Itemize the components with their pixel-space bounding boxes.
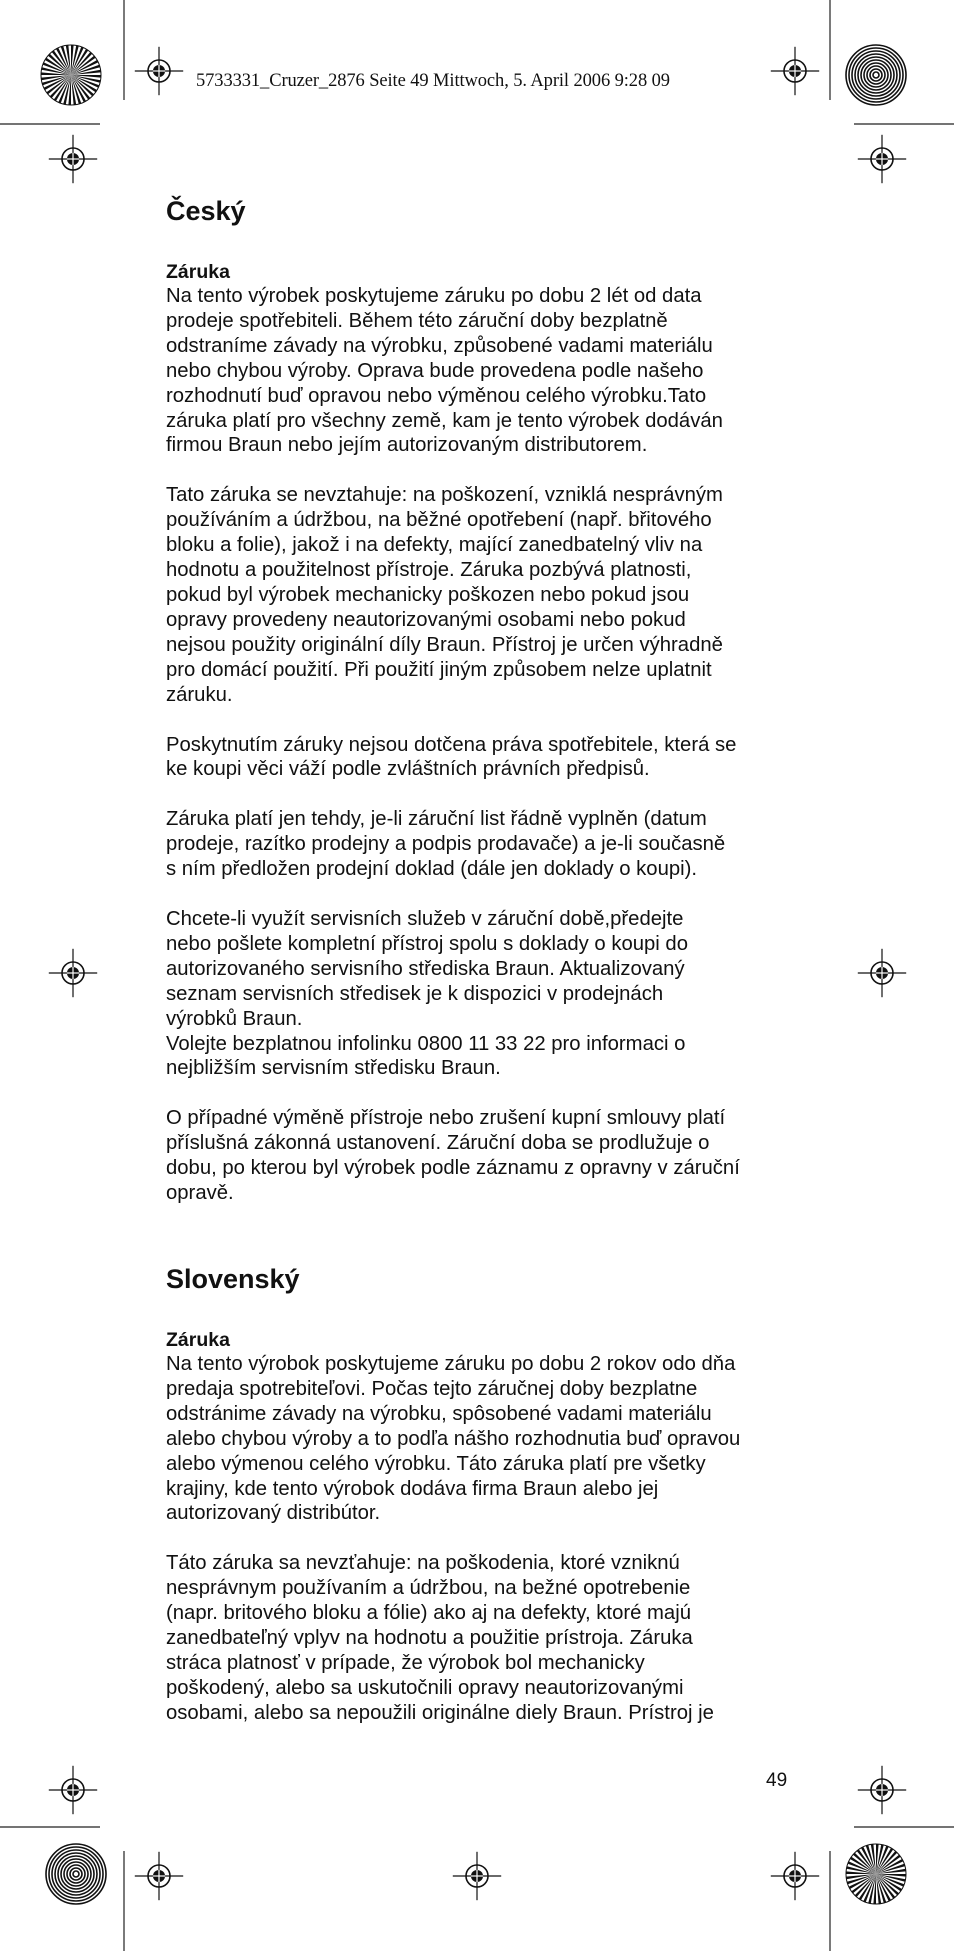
text-line: záruku.: [166, 683, 233, 706]
text-line: Chcete-li využít servisních služeb v záruční době,předejte: [166, 908, 684, 931]
text-line: osobami, alebo sa nepoužili originálne diely Braun. Prístroj je: [166, 1701, 714, 1724]
section-subheading: Záruka: [166, 261, 230, 283]
paragraph: [166, 807, 796, 882]
registration-mark: [453, 1852, 501, 1900]
text-line: (napr. britového bloku a fólie) ako aj na defekty, ktoré majú: [166, 1602, 691, 1625]
section-1: [166, 195, 796, 1206]
text-line: autorizovaného servisního střediska Braun. Aktualizovaný: [166, 957, 685, 980]
text-line: dobu, po kterou byl výrobek podle záznamu z opravny v záruční: [166, 1157, 740, 1180]
registration-mark: [771, 47, 819, 95]
text-line: seznam servisních středisek je k dispozici v prodejnách: [166, 982, 664, 1005]
text-line: nebo chybou výroby. Oprava bude provedena podle našeho: [166, 359, 704, 382]
text-line: stráca platnosť v prípade, že výrobok bol mechanicky: [166, 1651, 645, 1674]
text-line: Poskytnutím záruky nejsou dotčena práva spotřebitele, která se: [166, 733, 737, 756]
paragraph: [166, 284, 796, 458]
text-line: autorizovaný distribútor.: [166, 1502, 381, 1525]
text-line: Volejte bezplatnou infolinku 0800 11 33 22 pro informaci o: [166, 1032, 686, 1055]
text-line: bloku a folie), jakož i na defekty, mající zanedbatelný vliv na: [166, 534, 703, 557]
text-line: nebo pošlete kompletní přístroj spolu s doklady o koupi do: [166, 932, 688, 955]
warranty-text: [166, 195, 796, 1751]
text-line: ke koupi věci váží podle zvláštních právních předpisů.: [166, 758, 650, 781]
registration-mark: [135, 1852, 183, 1900]
text-line: odstraníme závady na výrobku, způsobené vadami materiálu: [166, 334, 713, 357]
text-line: používáním a údržbou, na běžné opotřebení (např. břitového: [166, 509, 712, 532]
text-line: zanedbateľný vplyv na hodnotu a použitie prístroja. Záruka: [166, 1627, 693, 1650]
registration-mark: [49, 135, 97, 183]
registration-mark: [858, 949, 906, 997]
text-line: opravě.: [166, 1182, 234, 1205]
text-line: Táto záruka sa nevzťahuje: na poškodenia, ktoré vzniknú: [166, 1552, 680, 1575]
text-line: pro domácí použití. Při použití jiným způsobem nelze uplatnit: [166, 658, 712, 681]
text-line: Na tento výrobek poskytujeme záruku po dobu 2 lét od data: [166, 285, 702, 307]
section-heading: Český: [166, 196, 246, 226]
text-line: odstránime závady na výrobku, spôsobené vadami materiálu: [166, 1402, 712, 1425]
text-line: nejbližším servisním středisku Braun.: [166, 1057, 501, 1080]
text-line: záruka platí pro všechny země, kam je tento výrobek dodáván: [166, 409, 723, 432]
paragraph: [166, 483, 796, 707]
text-line: Záruka platí jen tehdy, je-li záruční list řádně vyplněn (datum: [166, 808, 707, 831]
registration-mark: [858, 1766, 906, 1814]
section-heading: Slovenský: [166, 1264, 300, 1294]
text-line: nejsou použity originální díly Braun. Přístroj je určen výhradně: [166, 633, 723, 656]
text-line: alebo chybou výroby a to podľa nášho rozhodnutia buď opravou: [166, 1427, 741, 1450]
star-target-mark: [846, 1844, 906, 1904]
ring-target-mark: [846, 45, 906, 105]
paragraph: [166, 733, 796, 783]
text-line: prodeje spotřebiteli. Během této záruční doby bezplatně: [166, 309, 668, 332]
text-line: s ním předložen prodejní doklad (dále jen doklady o koupi).: [166, 858, 698, 881]
star-target-mark: [41, 45, 101, 105]
page-number: 49: [766, 1770, 788, 1791]
paragraph: [166, 907, 796, 1081]
section-2: [166, 1263, 796, 1726]
text-line: prodeje, razítko prodejny a podpis prodavače) a je-li současně: [166, 833, 726, 856]
registration-mark: [858, 135, 906, 183]
text-line: hodnotu a použitelnost přístroje. Záruka pozbývá platnosti,: [166, 559, 692, 582]
text-line: firmou Braun nebo jejím autorizovaným distributorem.: [166, 434, 648, 457]
registration-mark: [49, 949, 97, 997]
text-line: O případné výměně přístroje nebo zrušení kupní smlouvy platí: [166, 1107, 726, 1130]
text-line: Tato záruka se nevztahuje: na poškození, vzniklá nesprávným: [166, 484, 723, 507]
registration-mark: [49, 1766, 97, 1814]
paragraph: [166, 1106, 796, 1206]
text-line: opravy provedeny neautorizovanými osobami nebo pokud: [166, 608, 686, 631]
text-line: krajiny, kde tento výrobok dodáva firma Braun alebo jej: [166, 1477, 659, 1500]
text-line: Na tento výrobok poskytujeme záruku po dobu 2 rokov odo dňa: [166, 1353, 736, 1375]
ring-target-mark: [46, 1844, 106, 1904]
paragraph: [166, 1551, 796, 1725]
text-line: výrobků Braun.: [166, 1007, 303, 1030]
text-line: pokud byl výrobek mechanicky poškozen nebo pokud jsou: [166, 583, 690, 606]
text-line: rozhodnutí buď opravou nebo výměnou celého výrobku.Tato: [166, 384, 707, 407]
text-line: příslušná zákonná ustanovení. Záruční doba se prodlužuje o: [166, 1132, 710, 1155]
paragraph: [166, 1352, 796, 1526]
registration-mark: [135, 47, 183, 95]
registration-mark: [771, 1852, 819, 1900]
text-line: predaja spotrebiteľovi. Počas tejto záručnej doby bezplatne: [166, 1377, 698, 1400]
text-line: poškodený, alebo sa uskutočnili opravy neautorizovanými: [166, 1676, 684, 1699]
print-slug-line: 5733331_Cruzer_2876 Seite 49 Mittwoch, 5. April 2006 9:28 09: [196, 71, 670, 91]
text-line: nesprávnym používaním a údržbou, na bežné opotrebenie: [166, 1577, 691, 1600]
section-subheading: Záruka: [166, 1329, 230, 1351]
text-line: alebo výmenou celého výrobku. Táto záruka platí pre všetky: [166, 1452, 706, 1475]
